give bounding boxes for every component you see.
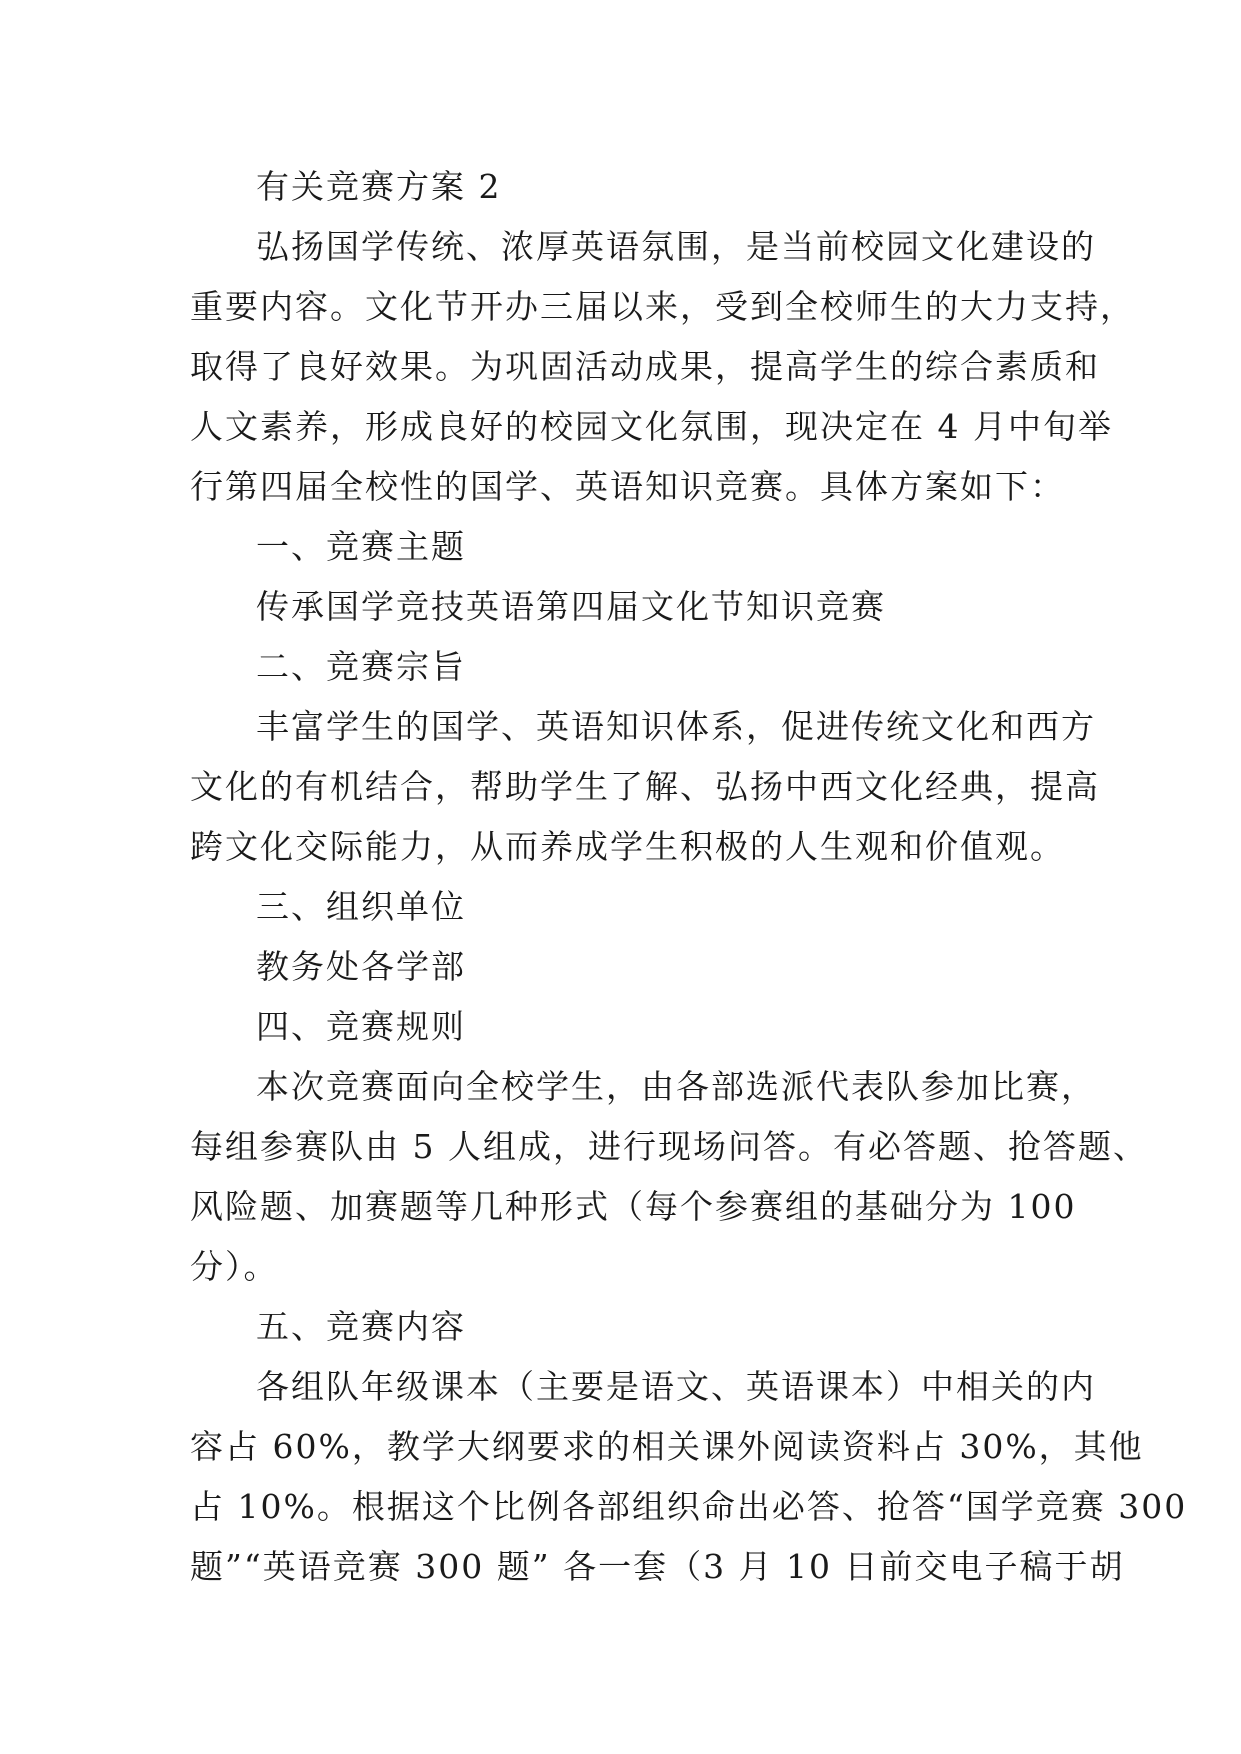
paragraph-purpose-line-1: 丰富学生的国学、英语知识体系，促进传统文化和西方 — [256, 707, 1096, 746]
paragraph-intro-line-2: 重要内容。文化节开办三届以来，受到全校师生的大力支持， — [190, 287, 1135, 326]
section-heading-purpose: 二、竞赛宗旨 — [256, 647, 466, 686]
paragraph-content-line-1: 各组队年级课本（主要是语文、英语课本）中相关的内 — [256, 1367, 1096, 1406]
document-body — [190, 158, 1188, 1596]
paragraph-purpose-line-3: 跨文化交际能力，从而养成学生积极的人生观和价值观。 — [190, 827, 1065, 866]
paragraph-intro-line-1: 弘扬国学传统、浓厚英语氛围，是当前校园文化建设的 — [256, 227, 1096, 266]
paragraph-purpose-line-2: 文化的有机结合，帮助学生了解、弘扬中西文化经典，提高 — [190, 767, 1100, 806]
paragraph-rules-line-2: 每组参赛队由 5 人组成，进行现场问答。有必答题、抢答题、 — [190, 1127, 1148, 1166]
paragraph-rules-line-3: 风险题、加赛题等几种形式（每个参赛组的基础分为 100 — [190, 1187, 1077, 1226]
paragraph-intro-line-4: 人文素养，形成良好的校园文化氛围，现决定在 4 月中旬举 — [190, 407, 1113, 446]
paragraph-intro-line-5: 行第四届全校性的国学、英语知识竞赛。具体方案如下： — [190, 467, 1065, 506]
document-title: 有关竞赛方案 2 — [256, 167, 502, 206]
section-heading-organizer: 三、组织单位 — [256, 887, 466, 926]
section-heading-content: 五、竞赛内容 — [256, 1307, 466, 1346]
paragraph-intro-line-3: 取得了良好效果。为巩固活动成果，提高学生的综合素质和 — [190, 347, 1100, 386]
section-heading-rules: 四、竞赛规则 — [256, 1007, 466, 1046]
paragraph-content-line-2: 容占 60%，教学大纲要求的相关课外阅读资料占 30%，其他 — [190, 1427, 1144, 1466]
paragraph-content-line-3: 占 10%。根据这个比例各部组织命出必答、抢答“国学竞赛 300 — [190, 1487, 1188, 1526]
paragraph-rules-line-1: 本次竞赛面向全校学生，由各部选派代表队参加比赛， — [256, 1067, 1096, 1106]
paragraph-rules-line-4: 分）。 — [190, 1247, 279, 1286]
paragraph-organizer: 教务处各学部 — [256, 947, 466, 986]
section-heading-theme: 一、竞赛主题 — [256, 527, 466, 566]
paragraph-content-line-4: 题”“英语竞赛 300 题” 各一套（3 月 10 日前交电子稿于胡 — [190, 1547, 1125, 1586]
paragraph-theme: 传承国学竞技英语第四届文化节知识竞赛 — [256, 587, 886, 626]
